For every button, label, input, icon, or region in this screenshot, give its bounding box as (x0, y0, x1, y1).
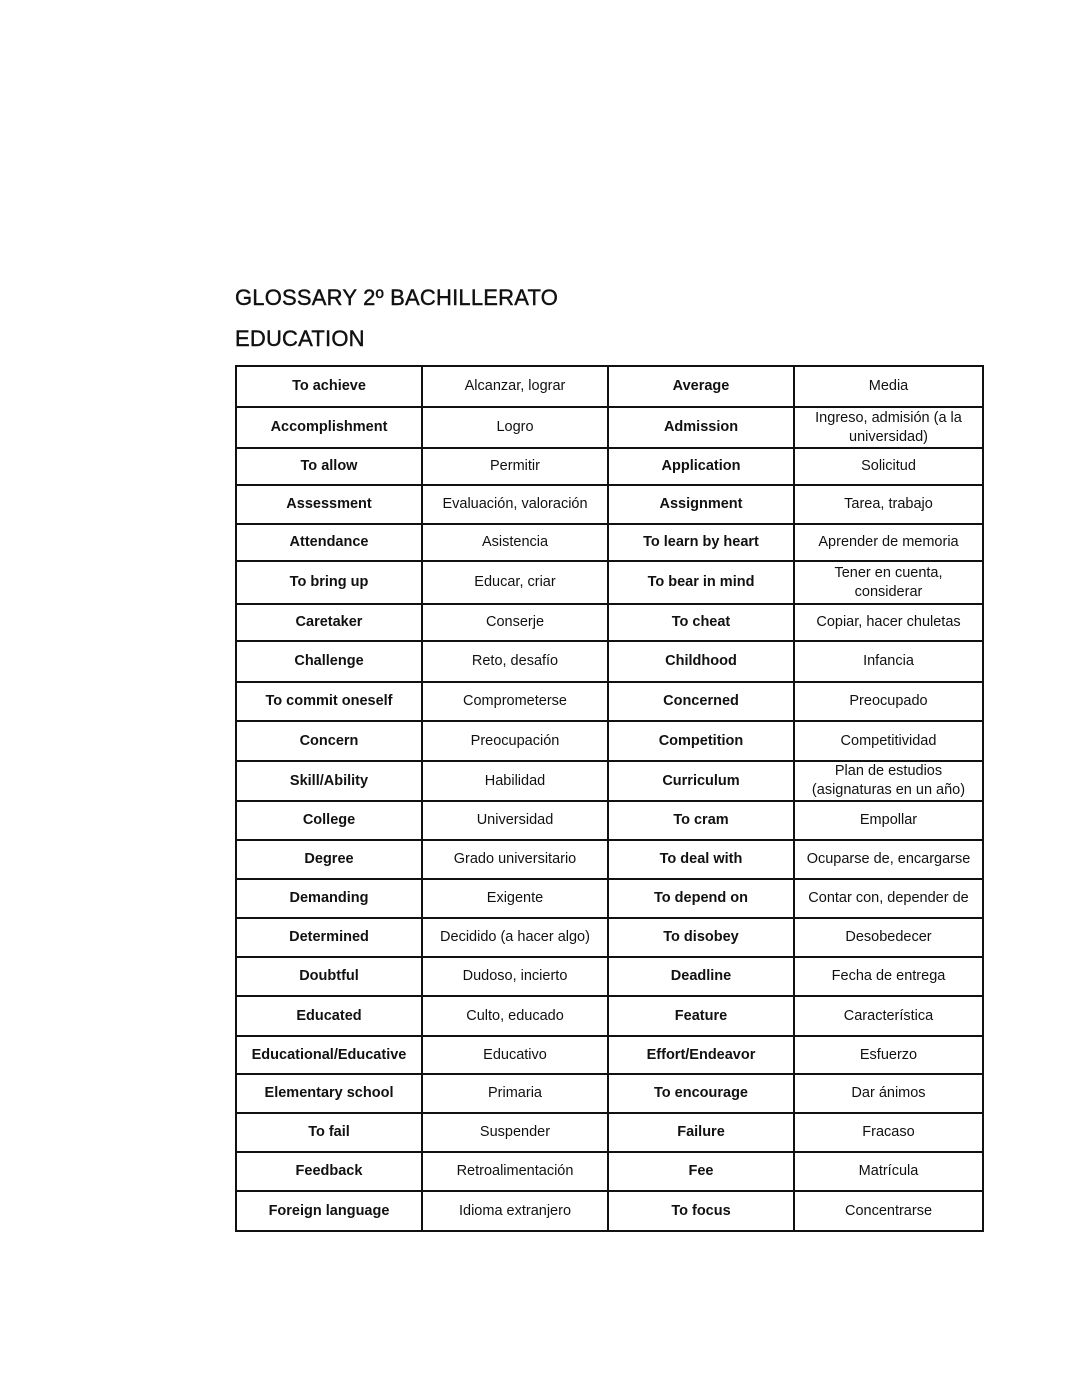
spanish-translation: Copiar, hacer chuletas (794, 604, 983, 641)
table-row (236, 407, 983, 448)
spanish-translation: Exigente (422, 879, 608, 918)
english-term: To focus (608, 1191, 794, 1231)
spanish-translation: Decidido (a hacer algo) (422, 918, 608, 957)
english-term: Effort/Endeavor (608, 1036, 794, 1074)
english-term: Application (608, 448, 794, 485)
spanish-translation: Habilidad (422, 761, 608, 801)
table-row (236, 996, 983, 1036)
spanish-translation: Tarea, trabajo (794, 485, 983, 524)
spanish-translation: Asistencia (422, 524, 608, 561)
spanish-translation: Universidad (422, 801, 608, 840)
spanish-translation: Fracaso (794, 1113, 983, 1152)
table-row (236, 448, 983, 485)
spanish-translation: Competitividad (794, 721, 983, 761)
english-term: Foreign language (236, 1191, 422, 1231)
spanish-translation: Fecha de entrega (794, 957, 983, 996)
english-term: To learn by heart (608, 524, 794, 561)
english-term: Childhood (608, 641, 794, 682)
english-term: Determined (236, 918, 422, 957)
english-term: Curriculum (608, 761, 794, 801)
table-row (236, 840, 983, 879)
table-row (236, 561, 983, 604)
english-term: To cheat (608, 604, 794, 641)
spanish-translation: Plan de estudios (asignaturas en un año) (794, 761, 983, 801)
table-row (236, 801, 983, 840)
spanish-translation: Esfuerzo (794, 1036, 983, 1074)
spanish-translation: Tener en cuenta, considerar (794, 561, 983, 604)
english-term: To disobey (608, 918, 794, 957)
table-row (236, 524, 983, 561)
glossary-body (236, 366, 983, 1231)
english-term: Educational/Educative (236, 1036, 422, 1074)
table-row (236, 879, 983, 918)
english-term: Competition (608, 721, 794, 761)
english-term: To deal with (608, 840, 794, 879)
english-term: Caretaker (236, 604, 422, 641)
english-term: Assignment (608, 485, 794, 524)
spanish-translation: Ocuparse de, encargarse (794, 840, 983, 879)
spanish-translation: Educativo (422, 1036, 608, 1074)
english-term: To achieve (236, 366, 422, 407)
table-row (236, 485, 983, 524)
english-term: Feature (608, 996, 794, 1036)
english-term: Admission (608, 407, 794, 448)
english-term: Doubtful (236, 957, 422, 996)
english-term: College (236, 801, 422, 840)
spanish-translation: Empollar (794, 801, 983, 840)
english-term: To bear in mind (608, 561, 794, 604)
english-term: To commit oneself (236, 682, 422, 721)
spanish-translation: Comprometerse (422, 682, 608, 721)
spanish-translation: Preocupado (794, 682, 983, 721)
spanish-translation: Grado universitario (422, 840, 608, 879)
spanish-translation: Contar con, depender de (794, 879, 983, 918)
english-term: To encourage (608, 1074, 794, 1113)
english-term: Challenge (236, 641, 422, 682)
table-row (236, 1036, 983, 1074)
spanish-translation: Educar, criar (422, 561, 608, 604)
spanish-translation: Culto, educado (422, 996, 608, 1036)
spanish-translation: Matrícula (794, 1152, 983, 1191)
english-term: To cram (608, 801, 794, 840)
spanish-translation: Preocupación (422, 721, 608, 761)
table-row (236, 1191, 983, 1231)
english-term: To depend on (608, 879, 794, 918)
spanish-translation: Idioma extranjero (422, 1191, 608, 1231)
spanish-translation: Logro (422, 407, 608, 448)
english-term: Educated (236, 996, 422, 1036)
table-row (236, 918, 983, 957)
spanish-translation: Dar ánimos (794, 1074, 983, 1113)
spanish-translation: Alcanzar, lograr (422, 366, 608, 407)
spanish-translation: Ingreso, admisión (a la universidad) (794, 407, 983, 448)
english-term: Accomplishment (236, 407, 422, 448)
table-row (236, 641, 983, 682)
table-row (236, 1113, 983, 1152)
spanish-translation: Concentrarse (794, 1191, 983, 1231)
spanish-translation: Infancia (794, 641, 983, 682)
english-term: To fail (236, 1113, 422, 1152)
english-term: Assessment (236, 485, 422, 524)
spanish-translation: Media (794, 366, 983, 407)
english-term: To allow (236, 448, 422, 485)
spanish-translation: Reto, desafío (422, 641, 608, 682)
english-term: Attendance (236, 524, 422, 561)
english-term: Feedback (236, 1152, 422, 1191)
table-row (236, 761, 983, 801)
spanish-translation: Conserje (422, 604, 608, 641)
english-term: Demanding (236, 879, 422, 918)
spanish-translation: Primaria (422, 1074, 608, 1113)
glossary-table (235, 365, 984, 1232)
spanish-translation: Característica (794, 996, 983, 1036)
table-row (236, 957, 983, 996)
spanish-translation: Solicitud (794, 448, 983, 485)
english-term: To bring up (236, 561, 422, 604)
table-row (236, 1074, 983, 1113)
spanish-translation: Dudoso, incierto (422, 957, 608, 996)
spanish-translation: Suspender (422, 1113, 608, 1152)
table-row (236, 682, 983, 721)
table-row (236, 1152, 983, 1191)
spanish-translation: Desobedecer (794, 918, 983, 957)
spanish-translation: Aprender de memoria (794, 524, 983, 561)
page-title: GLOSSARY 2º BACHILLERATO (235, 285, 559, 310)
english-term: Skill/Ability (236, 761, 422, 801)
table-row (236, 604, 983, 641)
table-row (236, 721, 983, 761)
english-term: Elementary school (236, 1074, 422, 1113)
section-title: EDUCATION (235, 326, 365, 351)
english-term: Failure (608, 1113, 794, 1152)
english-term: Deadline (608, 957, 794, 996)
spanish-translation: Permitir (422, 448, 608, 485)
english-term: Concerned (608, 682, 794, 721)
spanish-translation: Retroalimentación (422, 1152, 608, 1191)
english-term: Degree (236, 840, 422, 879)
english-term: Concern (236, 721, 422, 761)
table-row (236, 366, 983, 407)
english-term: Fee (608, 1152, 794, 1191)
spanish-translation: Evaluación, valoración (422, 485, 608, 524)
english-term: Average (608, 366, 794, 407)
